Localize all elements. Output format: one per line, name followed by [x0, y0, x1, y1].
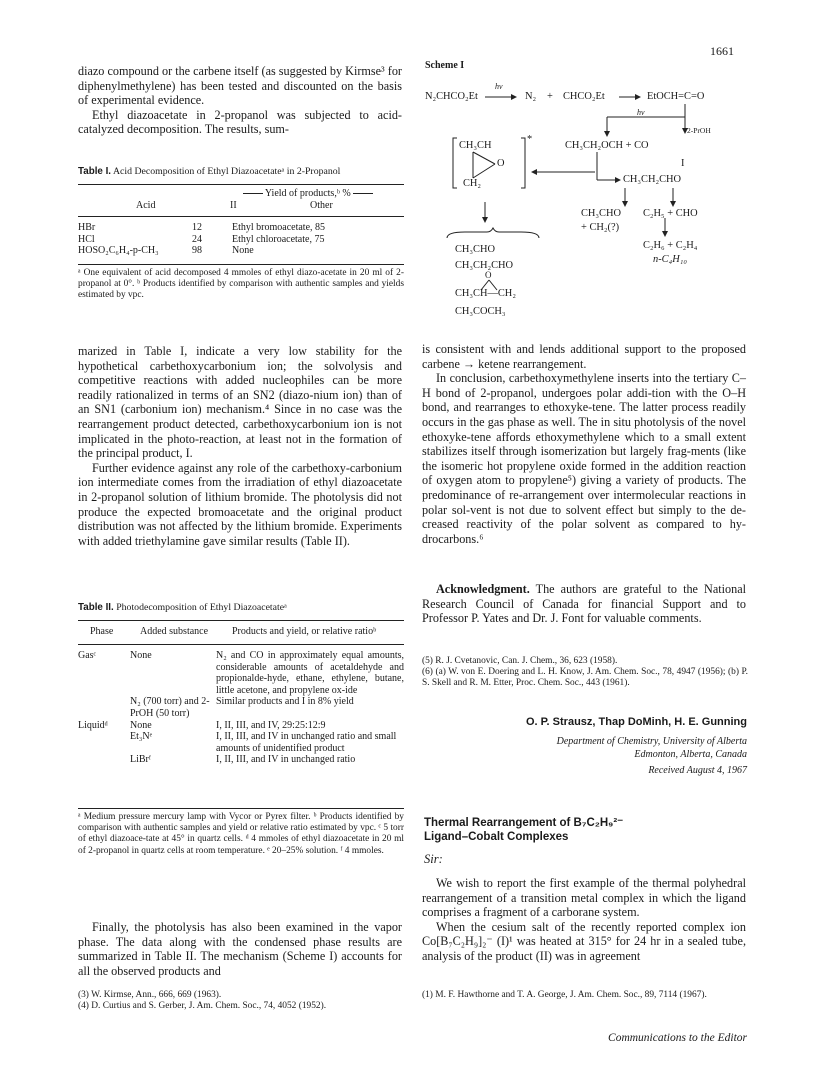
table2-label: Table II. [78, 602, 114, 613]
table-row: Liquidᵈ None I, II, III, and IV, 29:25:12:9 [78, 719, 326, 731]
table1-group-header: Yield of products,ᵇ % [228, 188, 388, 199]
scheme-reactant: N₂CHCO₂Et [425, 91, 478, 102]
scheme-product-3-o: O [485, 270, 492, 280]
scheme-1 [425, 60, 755, 330]
new-article-text [422, 876, 746, 964]
scheme-product-4: CH₃COCH₃ [455, 306, 506, 317]
new-article-paragraph-2: When the cesium salt of the recently reported complex ion Co[B₇C₂H₉]₂⁻ (I)¹ was heated at 315° for 24 hr in a sealed tube, analysis of the product (II) was in agreement [422, 919, 746, 963]
scheme-star: * [527, 134, 533, 145]
left-final-paragraph: Finally, the photolysis has also been examined in the vapor phase. The data along with the condensed phase results are summarized in Table II. The mechanism (Scheme I) accounts for all the observed products and [78, 920, 402, 978]
table1-top-rule [78, 184, 404, 185]
table1-footnote: ᵃ One equivalent of acid decomposed 4 mmoles of ethyl diazo-acetate in 20 ml of 2-propanol at 0°. ᵇ Products identified by comparison with authentic samples and yields estimated by vpc. [78, 268, 404, 301]
table-row: LiBrᶠ I, II, III, and IV in unchanged ratio [130, 754, 356, 766]
table-row: N₂ (700 torr) and 2-PrOH (50 torr) Similar products and I in 8% yield [130, 696, 354, 719]
table-row: Et₃Nᵉ I, II, III, and IV in unchanged ratio and small amounts of unidentified product [130, 731, 397, 754]
scheme-propanal: CH₃CH₂CHO [623, 174, 682, 185]
table-row: HOSO₂C₆H₄-p-CH₃ 98 None [78, 245, 254, 257]
table1-col-other: Other [310, 200, 333, 211]
right-references [422, 656, 748, 690]
table2-title: Photodecomposition of Ethyl Diazoacetateᵃ [116, 602, 287, 613]
scheme-plus-1: + [547, 91, 553, 102]
affiliation-line-1: Department of Chemistry, University of Alberta [556, 736, 747, 747]
scheme-product-i: I [681, 158, 685, 169]
acknowledgment-text: The authors are grateful to the National Research Council of Canada for financial Support and to Professor P. Yates and Dr. J. Font for valuable comments. [422, 582, 747, 626]
scheme-ethoxy-ketone: CH₃CH₂OCH + CO [565, 140, 649, 151]
salutation: Sir: [424, 852, 443, 866]
table1-caption [78, 166, 408, 177]
table-row: HBr 12 Ethyl bromoacetate, 85 [78, 222, 326, 233]
table2-col-phase: Phase [90, 626, 114, 637]
table2-body [78, 650, 404, 766]
table1-label: Table I. [78, 166, 112, 177]
scheme-c2: C₂H₆ + C₂H₄ [643, 240, 698, 251]
acknowledgment [422, 582, 746, 626]
scheme-epoxide-bottom: CH₂ [463, 178, 482, 189]
table2-caption [78, 602, 408, 613]
journal-footer: Communications to the Editor [608, 1032, 747, 1044]
scheme-epoxide-top: CH₃CH [459, 140, 492, 151]
scheme-ethyl-radical: C₂H₅ + CHO [643, 208, 698, 219]
intro-paragraph-2: Ethyl diazoacetate in 2-propanol was subjected to acid-catalyzed decomposition. The results, sum- [78, 107, 402, 137]
table2-footnote: ᵃ Medium pressure mercury lamp with Vycor or Pyrex filter. ᵇ Products identified by comparison with authentic samples and yield or relative ratio estimated by vpc. ᶜ 5 torr of ethyl diazoace-tate at 45° in quartz cells. ᵈ 4 mmoles of ethyl diazoacetate in 20 ml of 2-propanol in quartz cells at room temperature. ᵉ 20–25% solution. ᶠ 4 mmoles. [78, 812, 404, 856]
scheme-epoxide-o: O [497, 158, 505, 169]
scheme-n2: N₂ [525, 91, 537, 102]
scheme-hv-2: hν [637, 108, 645, 117]
body-paragraph-1: marized in Table I, indicate a very low stability for the hypothetical carbethoxycarbonium ion; the solvolysis and competitive reactions with added nucleophiles can be more readily rationalized in terms of an SN2 (diazo-nium ion) than of an SN1 (carbonium ion) mechanism.⁴ Since in no case was the rearrangement product detected, carbethoxycarbonium ion is not implicated in the photo-reaction, at least not in the formation of the principal product, I. [78, 344, 402, 461]
table-row: Gasᶜ None N₂ and CO in approximately equal amounts, considerable amounts of acetaldehyde and propionalde-hyde, ethane, ethylene, butane, little acetone, and propylene ox-ide [78, 650, 404, 696]
table2-col-added: Added substance [140, 626, 209, 637]
reference-5: (5) R. J. Cvetanovic, Can. J. Chem., 36, 623 (1958). [422, 656, 618, 666]
page-number: 1661 [710, 44, 734, 58]
affiliation-line-2: Edmonton, Alberta, Canada [634, 749, 747, 760]
new-article-paragraph-1: We wish to report the first example of the thermal polyhedral rearrangement of a transition metal complex in which the ligand comprises a fragment of a carborane system. [422, 876, 746, 920]
table2-bottom-rule [78, 808, 404, 809]
scheme-acetaldehyde: CH₃CHO [581, 208, 621, 219]
table-row: HCl 24 Ethyl chloroacetate, 75 [78, 233, 325, 245]
scheme-carbene: CHCO₂Et [563, 91, 605, 102]
body-paragraph-2: Further evidence against any role of the carbethoxy-carbonium ion intermediate comes from the irradiation of ethyl diazoacetate in 2-propanol solution of lithium bromide. The photolysis did not produce the expected bromoacetate and the original product distribution was not affected by the lithium bromide. Experiments with added triethylamine gave similar results (Table II). [78, 460, 402, 548]
scheme-product-3: CH₃CH—CH₂ [455, 288, 516, 299]
received-date: Received August 4, 1967 [648, 765, 747, 776]
scheme-2-proh: 2-PrOH [687, 126, 711, 135]
table1-bottom-rule [78, 264, 404, 265]
scheme-product-2: CH₃CH₂CHO [455, 260, 514, 271]
table1-title: Acid Decomposition of Ethyl Diazoacetateᵃ in 2-Propanol [112, 166, 341, 177]
left-body-text [78, 344, 402, 548]
article-title-line-1: Thermal Rearrangement of B₇C₂H₉²⁻ [424, 817, 624, 829]
article-title [424, 816, 623, 844]
right-paragraph-2: In conclusion, carbethoxymethylene inserts into the tertiary C–H bond of 2-propanol, undergoes polar addi-tion with the O–H bond, and rearranges to ethoxyke-tene. The latter process readily occurs in the gas phase as well. The in situ photolysis of the novel ethoxyke-tene affords ethoxymethylene which to a small extent stabilizes itself through isomerization but largely frag-ments (like the isomeric hot propylene oxide formed in the addition reaction of oxygen atom to propylene⁵) giving a variety of products. The predominance of re-arrangement over intermolecular reactions in polar sol-vent is not due to solvent effect but simply to the de-creased reactivity of the polar solvent as compared to hy-drocarbons.⁶ [422, 371, 746, 546]
intro-text [78, 64, 402, 137]
table2-col-products: Products and yield, or relative ratioᵇ [232, 626, 377, 637]
table1-col-ii: II [230, 200, 237, 211]
right-paragraph-1: is consistent with and lends additional support to the proposed carbene → ketene rearrangement. [422, 342, 746, 371]
new-article-reference-1: (1) M. F. Hawthorne and T. A. George, J. Am. Chem. Soc., 89, 7114 (1967). [422, 990, 707, 1000]
author-names: O. P. Strausz, Thap DoMinh, H. E. Gunning [525, 716, 747, 728]
scheme-ketene: EtOCH=C=O [647, 91, 705, 102]
reference-4: (4) D. Curtius and S. Gerber, J. Am. Chem. Soc., 74, 4052 (1952). [78, 1001, 327, 1012]
article-title-line-2: Ligand–Cobalt Complexes [424, 831, 569, 843]
left-references [78, 990, 408, 1012]
acknowledgment-heading: Acknowledgment. [436, 582, 530, 596]
table2-header-rule [78, 644, 404, 645]
table1-header-rule [78, 216, 404, 217]
scheme-methylene: + CH₂(?) [581, 222, 620, 233]
table2-top-rule [78, 620, 404, 621]
reference-3: (3) W. Kirmse, Ann., 666, 669 (1963). [78, 990, 222, 1000]
table1-col-acid: Acid [136, 200, 156, 211]
table1-body [78, 222, 404, 257]
scheme-hv-1: hν [495, 82, 503, 91]
scheme-product-1: CH₃CHO [455, 244, 495, 255]
intro-paragraph-1: diazo compound or the carbene itself (as suggested by Kirmse³ for diphenylmethylene) has been tested and discounted on the basis of experimental evidence. [78, 64, 402, 108]
scheme-butane: n-C₄H₁₀ [653, 254, 687, 265]
reference-6: (6) (a) W. von E. Doering and L. H. Know, J. Am. Chem. Soc., 78, 4947 (1956); (b) P. S. Skell and R. M. Etter, Proc. Chem. Soc., 443 (1961). [422, 667, 748, 689]
right-body-text [422, 342, 746, 546]
scheme-title: Scheme I [425, 60, 465, 71]
